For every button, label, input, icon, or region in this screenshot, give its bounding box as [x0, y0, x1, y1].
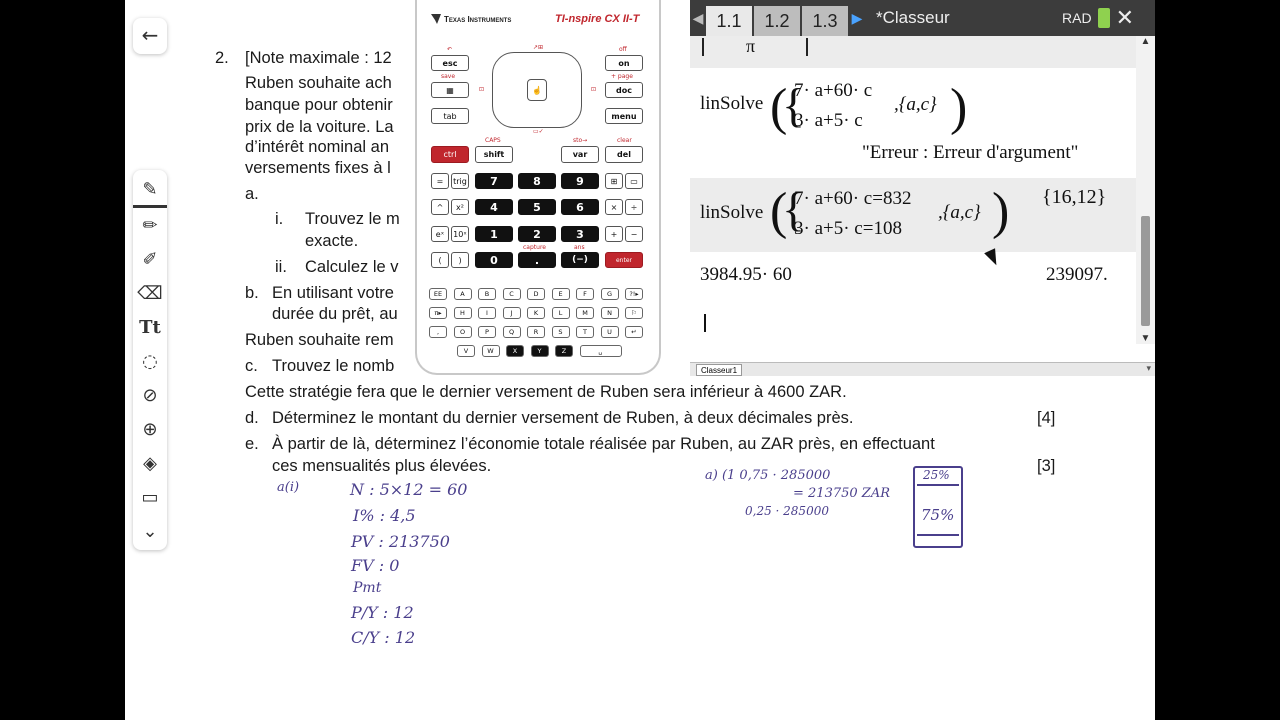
alpha-key[interactable]: ?!▸: [625, 288, 643, 300]
sheet-tab-label: Classeur1: [701, 365, 738, 375]
rparen-key[interactable]: ): [451, 252, 469, 268]
part-c-label: c.: [245, 357, 258, 375]
part-e-marks: [3]: [1037, 457, 1056, 475]
left-brace: {: [782, 183, 806, 236]
alpha-key[interactable]: N: [601, 307, 619, 319]
back-arrow-icon[interactable]: ←: [141, 23, 159, 47]
key-1[interactable]: 1: [475, 226, 513, 242]
part-ii-label: ii.: [275, 258, 287, 276]
status-bar: [690, 362, 1155, 376]
document-title: *Classeur: [876, 8, 950, 27]
tab-1-2[interactable]: 1.2: [754, 6, 800, 36]
alpha-key[interactable]: C: [503, 288, 521, 300]
alpha-key[interactable]: U: [601, 326, 619, 338]
caps-label: CAPS: [485, 137, 501, 144]
red-small-icon: ⊡: [591, 86, 597, 93]
tab-bar: [690, 0, 1155, 36]
part-ii-text: Calculez le v: [305, 258, 399, 276]
alpha-key[interactable]: Z: [555, 345, 573, 357]
part-a-label: a.: [245, 185, 259, 203]
multiply-key[interactable]: ×: [605, 199, 623, 215]
calculator-history: [690, 36, 1136, 344]
alpha-key[interactable]: B: [478, 288, 496, 300]
alpha-key[interactable]: EE: [429, 288, 447, 300]
key-4[interactable]: 4: [475, 199, 513, 215]
box-divider: [917, 534, 959, 536]
esc-key[interactable]: esc: [431, 55, 469, 71]
equation-line: 3· a+5· c: [794, 110, 863, 131]
caret-key[interactable]: ^: [431, 199, 449, 215]
key-6[interactable]: 6: [561, 199, 599, 215]
ans-label: ans: [574, 244, 585, 251]
part-e-label: e.: [245, 435, 259, 453]
entry-line[interactable]: [690, 296, 1136, 344]
history-row: [690, 68, 1136, 178]
close-icon[interactable]: ✕: [1115, 5, 1134, 30]
square-key[interactable]: x²: [451, 199, 469, 215]
template-key[interactable]: ▭: [625, 173, 643, 189]
history-partial: π: [746, 36, 756, 56]
paragraph-line: d’intérêt nominal an: [245, 138, 390, 156]
expression: 3984.95· 60: [700, 264, 792, 285]
shapes-icon[interactable]: ◈: [143, 452, 157, 474]
text-cursor: [704, 314, 706, 332]
sto-label: sto→: [573, 137, 588, 144]
ctrl-key[interactable]: ctrl: [431, 146, 469, 163]
divide-key[interactable]: ÷: [625, 199, 643, 215]
page-label: + page: [611, 73, 633, 80]
history-row: [690, 36, 1136, 68]
menu-key[interactable]: menu: [605, 108, 643, 124]
capture-label: capture: [523, 244, 546, 251]
touchpad-center[interactable]: ☝: [527, 79, 547, 101]
bracket-mark: [806, 38, 808, 56]
shift-key[interactable]: shift: [475, 146, 513, 163]
history-row: [690, 178, 1136, 252]
right-paren: ): [950, 79, 968, 136]
solve-vars: ,{a,c}: [938, 202, 981, 223]
scratchpad-key[interactable]: ▦: [431, 82, 469, 98]
left-paren: (: [770, 79, 788, 136]
scroll-thumb[interactable]: [1141, 216, 1150, 326]
chevron-down-icon[interactable]: ⌄: [142, 520, 158, 542]
alpha-key[interactable]: G: [601, 288, 619, 300]
key-9[interactable]: 9: [561, 173, 599, 189]
alpha-key[interactable]: ,: [429, 326, 447, 338]
alpha-key[interactable]: Y: [531, 345, 549, 357]
handwritten-box-mid: 75%: [921, 506, 955, 524]
paragraph-line: Ruben souhaite rem: [245, 331, 394, 349]
alpha-key[interactable]: X: [506, 345, 524, 357]
tab-prev-icon[interactable]: ◀: [692, 9, 704, 26]
handwritten-line: 0,25 · 285000: [745, 504, 829, 518]
paragraph-line: prix de la voiture. La: [245, 118, 394, 136]
lparen-key[interactable]: (: [431, 252, 449, 268]
handwritten-line: = 213750 ZAR: [793, 486, 890, 501]
left-brace: {: [782, 79, 806, 132]
eraser-icon[interactable]: ⌫: [137, 282, 163, 304]
key-negative[interactable]: (−): [561, 252, 599, 268]
scrollbar[interactable]: [1136, 36, 1155, 344]
part-i-label: i.: [275, 210, 284, 228]
var-key[interactable]: var: [561, 146, 599, 163]
trig-key[interactable]: trig: [451, 173, 469, 189]
key-decimal[interactable]: .: [518, 252, 556, 268]
handwritten-line: I% : 4,5: [353, 506, 416, 525]
alpha-key[interactable]: P: [478, 326, 496, 338]
tab-1-3[interactable]: 1.3: [802, 6, 848, 36]
alpha-key[interactable]: D: [527, 288, 545, 300]
esc-secondary: ↶: [447, 46, 453, 53]
highlighter-icon[interactable]: ✐: [142, 248, 158, 270]
back-toolbar: [133, 18, 167, 54]
history-row: [690, 252, 1136, 296]
handwritten-line: C/Y : 12: [351, 628, 416, 647]
color-picker-icon[interactable]: ⊘: [142, 384, 158, 406]
alpha-key[interactable]: A: [454, 288, 472, 300]
paragraph-line: banque pour obtenir: [245, 96, 393, 114]
key-0[interactable]: 0: [475, 252, 513, 268]
alpha-key[interactable]: H: [454, 307, 472, 319]
part-d-marks: [4]: [1037, 409, 1056, 427]
scroll-down-icon[interactable]: ▼: [1140, 333, 1151, 344]
alpha-keyboard: [429, 288, 651, 368]
scroll-up-icon[interactable]: ▲: [1140, 36, 1151, 47]
handwritten-line: a) (1 0,75 · 285000: [705, 468, 831, 483]
alpha-key[interactable]: S: [552, 326, 570, 338]
function-name: linSolve: [700, 202, 764, 223]
clear-label: clear: [617, 137, 632, 144]
handwritten-line: Pmt: [353, 580, 382, 596]
save-label: save: [441, 73, 456, 80]
alpha-key[interactable]: J: [503, 307, 521, 319]
off-label: off: [619, 46, 627, 53]
key-8[interactable]: 8: [518, 173, 556, 189]
pencil-icon[interactable]: ✏: [142, 214, 158, 236]
right-paren: ): [992, 183, 1010, 240]
ti-logo-icon: [431, 14, 441, 24]
part-e-text: À partir de là, déterminez l’économie totale réalisée par Ruben, au ZAR près, en effectuant: [272, 435, 935, 453]
alpha-key[interactable]: F: [576, 288, 594, 300]
alpha-key[interactable]: R: [527, 326, 545, 338]
tab-next-icon[interactable]: ▶: [851, 9, 863, 26]
solution-result: {16,12}: [1042, 186, 1107, 208]
alpha-key[interactable]: T: [576, 326, 594, 338]
tab-1-1[interactable]: 1.1: [706, 6, 752, 36]
battery-icon: [1098, 8, 1110, 28]
angle-mode: RAD: [1062, 10, 1092, 26]
alpha-key[interactable]: ⚐: [625, 307, 643, 319]
left-paren: (: [770, 183, 788, 240]
handwritten-line: FV : 0: [351, 556, 400, 575]
catalog-key[interactable]: ⊞: [605, 173, 623, 189]
document-page: [125, 0, 1155, 720]
alpha-key[interactable]: ␣: [580, 345, 622, 357]
handwritten-box: [913, 466, 963, 548]
lasso-icon[interactable]: ◌: [142, 350, 158, 372]
red-small-icon: ▭✓: [533, 128, 544, 135]
ti-handheld: [415, 0, 661, 375]
red-small-icon: ⊡: [479, 86, 485, 93]
tenx-key[interactable]: 10ˣ: [451, 226, 469, 242]
handwritten-box-top: 25%: [923, 468, 950, 482]
paragraph-line: Ruben souhaite ach: [245, 74, 392, 92]
alpha-key[interactable]: V: [457, 345, 475, 357]
handwritten-line: N : 5×12 = 60: [350, 480, 468, 499]
plus-key[interactable]: +: [605, 226, 623, 242]
del-key[interactable]: del: [605, 146, 643, 163]
exp-key[interactable]: eˣ: [431, 226, 449, 242]
part-d-label: d.: [245, 409, 259, 427]
expression-result: 239097.: [1046, 264, 1108, 285]
alpha-key[interactable]: L: [552, 307, 570, 319]
alpha-key[interactable]: π▸: [429, 307, 447, 319]
pen-tool-icon[interactable]: ✎: [133, 174, 167, 208]
handwritten-label: a(i): [277, 480, 300, 495]
touchpad[interactable]: [492, 52, 582, 128]
on-key[interactable]: on: [605, 55, 643, 71]
tab-key[interactable]: tab: [431, 108, 469, 124]
box-divider: [917, 484, 959, 486]
ruler-icon[interactable]: ▭: [141, 486, 159, 508]
text-tool-icon[interactable]: Tt: [139, 316, 161, 338]
handwritten-line: PV : 213750: [351, 532, 450, 551]
alpha-key[interactable]: E: [552, 288, 570, 300]
sheet-tab[interactable]: [696, 364, 742, 376]
part-b-label: b.: [245, 284, 259, 302]
key-5[interactable]: 5: [518, 199, 556, 215]
brand-label: Texas Instruments: [444, 15, 512, 24]
tool-palette: [133, 170, 167, 550]
paragraph-line: versements fixes à l: [245, 159, 391, 177]
key-7[interactable]: 7: [475, 173, 513, 189]
handwritten-line: P/Y : 12: [351, 603, 414, 622]
solve-vars: ,{a,c}: [894, 94, 937, 115]
alpha-key[interactable]: ↵: [625, 326, 643, 338]
window-control-icon[interactable]: ▾: [1146, 363, 1151, 373]
equals-key[interactable]: =: [431, 173, 449, 189]
part-b-text: En utilisant votre: [272, 284, 394, 302]
alpha-key[interactable]: K: [527, 307, 545, 319]
alpha-key[interactable]: W: [482, 345, 500, 357]
equation-line: 3· a+5· c=108: [794, 218, 902, 239]
enter-key[interactable]: enter: [605, 252, 643, 268]
alpha-key[interactable]: M: [576, 307, 594, 319]
strategy-line: Cette stratégie fera que le dernier versement de Ruben sera inférieur à 4600 ZAR.: [245, 383, 847, 401]
alpha-key[interactable]: O: [454, 326, 472, 338]
bracket-mark: [702, 38, 704, 56]
minus-key[interactable]: −: [625, 226, 643, 242]
add-icon[interactable]: ⊕: [142, 418, 158, 440]
error-message: "Erreur : Erreur d'argument": [862, 142, 1079, 163]
doc-key[interactable]: doc: [605, 82, 643, 98]
equation-line: 7· a+60· c: [794, 80, 873, 101]
key-2[interactable]: 2: [518, 226, 556, 242]
part-d-text: Déterminez le montant du dernier versement de Ruben, à deux décimales près.: [272, 409, 854, 427]
model-label: TI-nspire CX II-T: [555, 13, 640, 25]
equation-line: 7· a+60· c=832: [794, 188, 912, 209]
function-name: linSolve: [700, 93, 764, 114]
question-number: 2.: [215, 49, 229, 67]
nspire-window: [690, 0, 1155, 380]
alpha-key[interactable]: I: [478, 307, 496, 319]
question-title: [Note maximale : 12: [245, 49, 392, 67]
part-i-text: Trouvez le m: [305, 210, 400, 228]
red-small-icon: ↗⊞: [533, 44, 544, 51]
key-3[interactable]: 3: [561, 226, 599, 242]
alpha-key[interactable]: Q: [503, 326, 521, 338]
part-e-text: ces mensualités plus élevées.: [272, 457, 492, 475]
part-b-text: durée du prêt, au: [272, 305, 398, 323]
part-c-text: Trouvez le nomb: [272, 357, 395, 375]
part-i-text: exacte.: [305, 232, 359, 250]
